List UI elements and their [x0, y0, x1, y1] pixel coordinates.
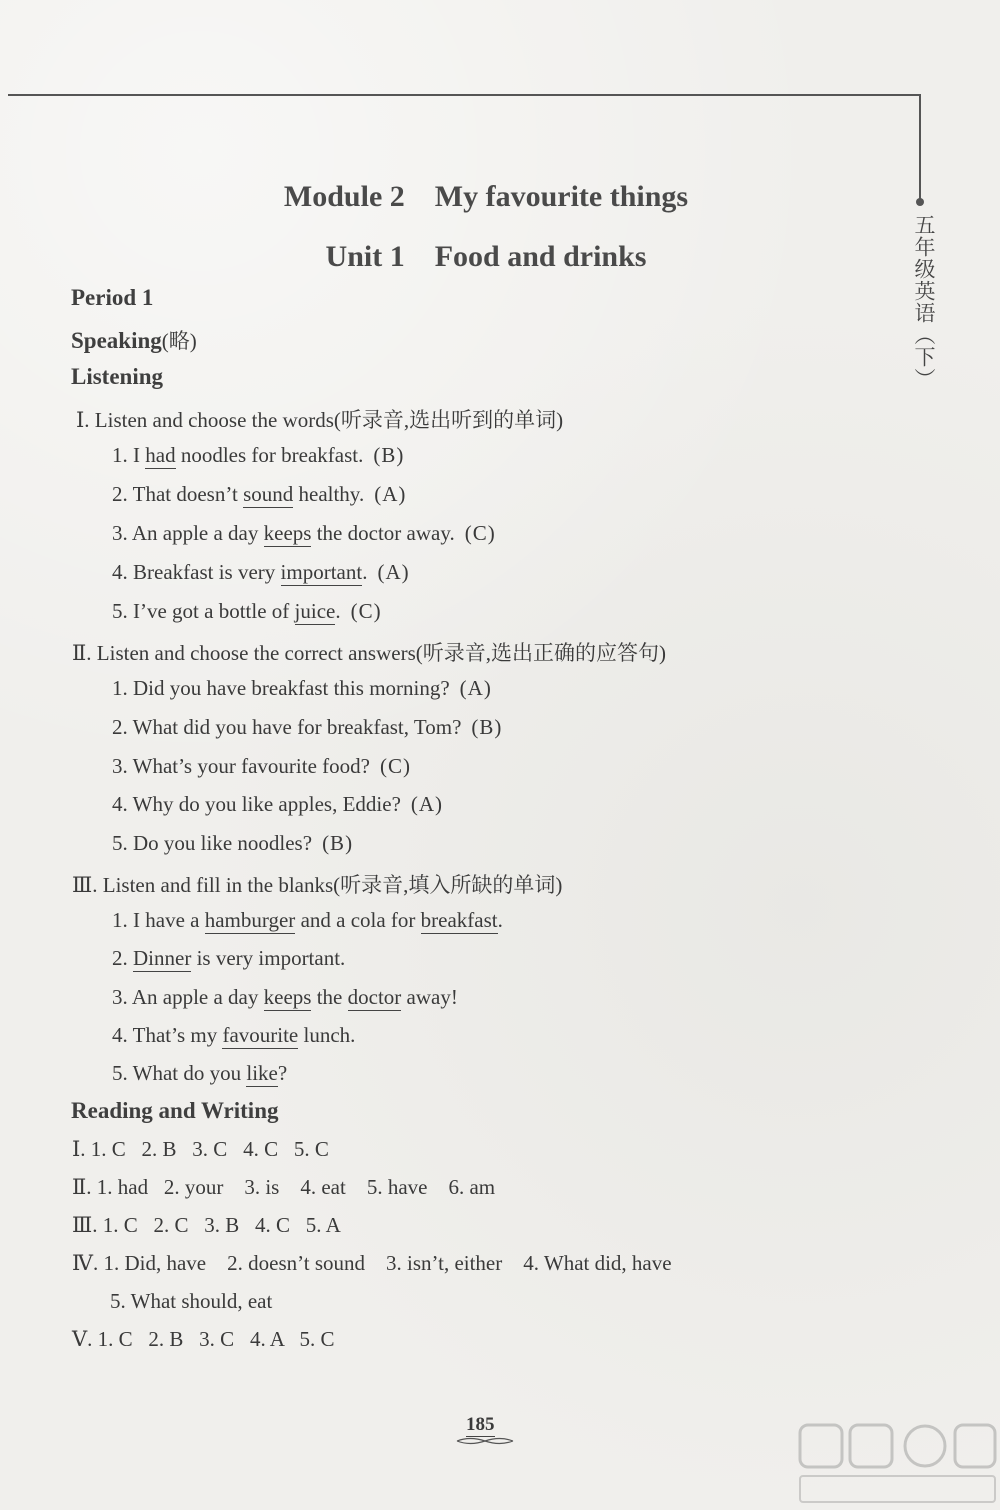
reading-writing-heading: Reading and Writing — [71, 1098, 279, 1123]
speaking-note: (略) — [161, 329, 197, 353]
rw-answers: 1. Did, have 2. doesn’t sound 3. isn’t, either 4. What did, have — [103, 1251, 672, 1275]
item-text: lunch. — [298, 1023, 356, 1047]
item-text: the doctor away. — [311, 521, 455, 545]
rw-numeral: Ⅰ. — [72, 1137, 86, 1161]
item-answer: (B) — [322, 831, 354, 855]
list-item — [112, 946, 345, 971]
section3-heading — [72, 869, 562, 899]
period-heading: Period 1 — [71, 285, 154, 310]
section1-numeral: Ⅰ. — [76, 408, 90, 432]
item-number: 2. — [112, 482, 128, 506]
answer-word: breakfast — [420, 908, 498, 932]
item-text: ? — [277, 1061, 288, 1085]
answer-word: juice — [294, 599, 336, 623]
item-number: 5. — [112, 831, 128, 855]
item-text: away! — [401, 985, 458, 1009]
answer-word: keeps — [263, 521, 312, 545]
answer-word: sound — [243, 482, 294, 506]
answer-word: doctor — [347, 985, 402, 1009]
item-text: That doesn’t — [132, 482, 244, 506]
item-number: 2. — [112, 946, 128, 970]
item-answer: (A) — [410, 792, 444, 816]
rw-answers: 1. C 2. C 3. B 4. C 5. A — [102, 1213, 341, 1237]
item-text: is very important. — [191, 946, 346, 970]
page-number: 185 — [466, 1414, 495, 1435]
answer-word: keeps — [263, 985, 312, 1009]
list-item — [112, 792, 443, 817]
item-number: 5. — [112, 599, 128, 623]
item-answer: (C) — [464, 521, 496, 545]
item-text: I — [133, 443, 146, 467]
item-number: 3. — [112, 754, 128, 778]
item-answer: (C) — [379, 754, 411, 778]
speaking-heading: Speaking — [71, 328, 162, 353]
item-text: An apple a day — [131, 985, 264, 1009]
list-item — [112, 560, 410, 585]
section2-numeral: Ⅱ. — [72, 641, 92, 665]
item-text: Do you like noodles? — [133, 831, 313, 855]
item-answer: (A) — [374, 482, 407, 506]
watermark-logo-icon — [790, 1420, 1000, 1510]
answer-word: favourite — [222, 1023, 299, 1047]
rw-numeral: Ⅳ. — [72, 1251, 99, 1275]
item-answer: (A) — [377, 560, 410, 584]
list-item — [112, 521, 496, 546]
list-item — [112, 676, 492, 701]
list-item — [112, 599, 382, 624]
item-text: healthy. — [293, 482, 365, 506]
item-number: 1. — [112, 676, 128, 700]
list-item — [112, 1023, 355, 1048]
item-text: What’s your favourite food? — [132, 754, 370, 778]
answer-word: important — [280, 560, 363, 584]
rw-answers: 1. C 2. B 3. C 4. A 5. C — [97, 1327, 335, 1351]
item-answer: (B) — [373, 443, 405, 467]
section1-title: Listen and choose the words(听录音,选出听到的单词) — [94, 408, 564, 432]
list-item — [112, 985, 458, 1010]
item-text: and a cola for — [295, 908, 421, 932]
rw-numeral: Ⅴ. — [72, 1327, 93, 1351]
item-text: noodles for breakfast. — [175, 443, 364, 467]
rw-line — [72, 1213, 341, 1238]
list-item — [112, 754, 411, 779]
section3-numeral: Ⅲ. — [72, 873, 98, 897]
item-text: What did you have for breakfast, Tom? — [132, 715, 462, 739]
item-text: I have a — [133, 908, 205, 932]
unit-title: Unit 1 Food and drinks — [325, 240, 647, 273]
item-text: Did you have breakfast this morning? — [133, 676, 450, 700]
item-text: Why do you like apples, Eddie? — [132, 792, 401, 816]
item-text: . — [497, 908, 503, 932]
rw-line — [72, 1137, 329, 1162]
rw-answers: 5. What should, eat — [110, 1289, 273, 1313]
side-label: 五年级英语（下） — [912, 214, 936, 390]
item-number: 4. — [112, 792, 128, 816]
item-text: . — [362, 560, 368, 584]
answer-word: Dinner — [133, 946, 192, 970]
rw-numeral: Ⅱ. — [72, 1175, 92, 1199]
list-item — [112, 443, 404, 468]
answer-word: hamburger — [204, 908, 296, 932]
rw-answers: 1. C 2. B 3. C 4. C 5. C — [90, 1137, 329, 1161]
section3-title: Listen and fill in the blanks(听录音,填入所缺的单词) — [102, 873, 563, 897]
top-rule — [8, 94, 920, 96]
section1-heading — [76, 404, 563, 434]
item-number: 3. — [112, 521, 128, 545]
rw-line — [72, 1251, 672, 1276]
rw-line — [110, 1289, 272, 1314]
answer-word: had — [145, 443, 176, 467]
rw-answers: 1. had 2. your 3. is 4. eat 5. have 6. am — [96, 1175, 496, 1199]
item-number: 1. — [112, 908, 128, 932]
section2-heading — [72, 637, 666, 667]
item-answer: (C) — [350, 599, 382, 623]
speaking-line — [71, 325, 197, 355]
listening-heading: Listening — [71, 364, 164, 389]
item-number: 1. — [112, 443, 128, 467]
rw-numeral: Ⅲ. — [72, 1213, 98, 1237]
list-item — [112, 908, 503, 933]
list-item — [112, 831, 353, 856]
item-text: That’s my — [132, 1023, 223, 1047]
item-text: Breakfast is very — [133, 560, 281, 584]
page-ornament-icon — [455, 1436, 515, 1446]
item-text: What do you — [132, 1061, 247, 1085]
item-number: 5. — [112, 1061, 128, 1085]
item-text: the — [311, 985, 348, 1009]
item-text: . — [335, 599, 341, 623]
item-answer: (A) — [459, 676, 492, 700]
item-number: 4. — [112, 1023, 128, 1047]
list-item — [112, 715, 502, 740]
item-text: I’ve got a bottle of — [133, 599, 295, 623]
list-item — [112, 482, 406, 507]
list-item — [112, 1061, 287, 1086]
section2-title: Listen and choose the correct answers(听录音,选出正确的应答句) — [96, 641, 666, 665]
rw-line — [72, 1175, 495, 1200]
module-title: Module 2 My favourite things — [283, 180, 689, 213]
answer-word: like — [246, 1061, 278, 1085]
item-number: 4. — [112, 560, 128, 584]
item-number: 3. — [112, 985, 128, 1009]
item-text: An apple a day — [131, 521, 264, 545]
item-answer: (B) — [471, 715, 503, 739]
rw-line — [72, 1327, 335, 1352]
item-number: 2. — [112, 715, 128, 739]
